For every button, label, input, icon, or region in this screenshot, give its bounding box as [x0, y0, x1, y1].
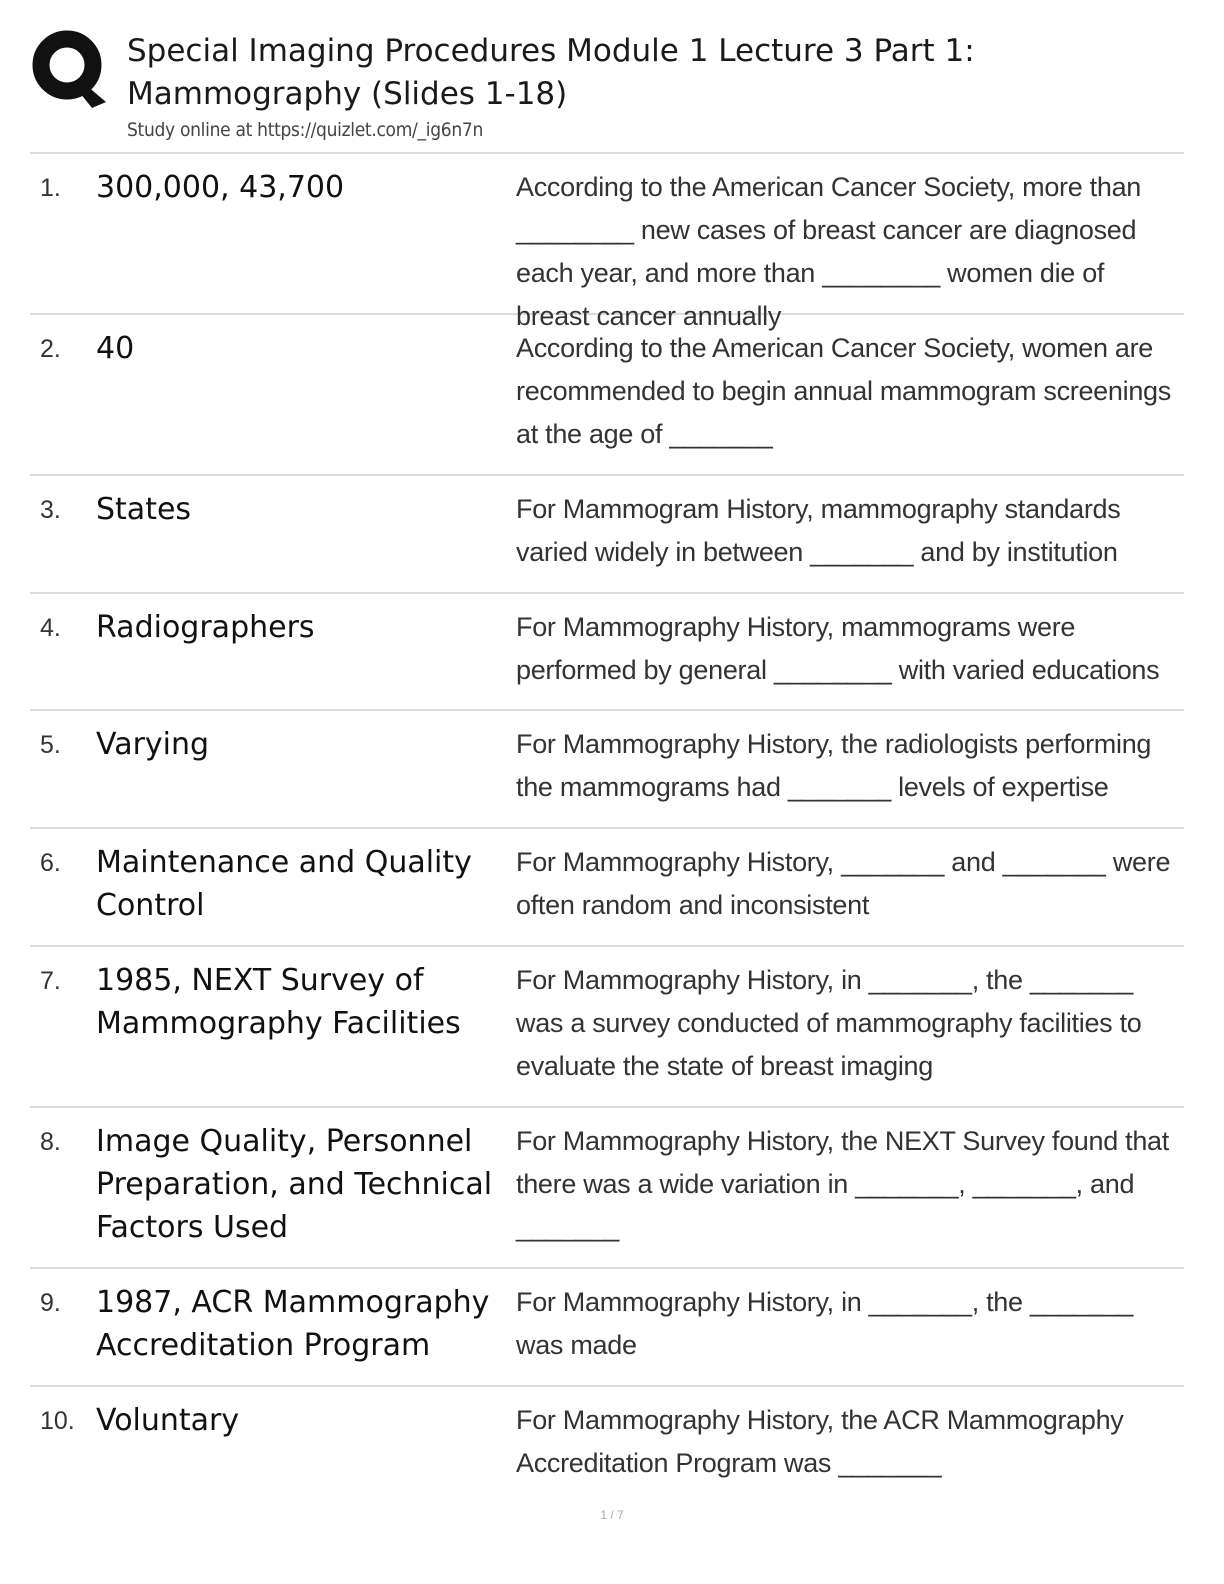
term: 1985, NEXT Survey of Mammography Facilities [96, 963, 461, 1041]
definition: For Mammography History, _______ and _______ were often random and inconsistent [516, 847, 1171, 920]
item-number: 7. [40, 967, 61, 995]
definition: For Mammography History, mammograms were performed by general ________ with varied educations [516, 612, 1160, 685]
term: Varying [96, 727, 210, 762]
definition: According to the American Cancer Society, more than ________ new cases of breast cancer are diagnosed each year, and more than ________ women die of breast cancer annually [516, 172, 1142, 331]
item-number: 3. [40, 496, 61, 524]
term: 300,000, 43,700 [96, 170, 345, 205]
flashcard-row [30, 474, 1184, 592]
flashcard-row [30, 152, 1184, 331]
definition: For Mammography History, the ACR Mammography Accreditation Program was _______ [516, 1405, 1124, 1478]
definition: For Mammography History, in _______, the _______ was a survey conducted of mammography facilities to evaluate the state of breast imaging [516, 965, 1142, 1081]
item-number: 6. [40, 849, 61, 877]
definition: For Mammography History, in _______, the _______ was made [516, 1287, 1133, 1360]
term: Radiographers [96, 610, 315, 645]
term: Image Quality, Personnel Preparation, and Technical Factors Used [96, 1124, 493, 1245]
page-number: 1 / 7 [600, 1508, 624, 1522]
definition: For Mammography History, the NEXT Survey found that there was a wide variation in _______, _______, and _______ [516, 1126, 1169, 1242]
flashcard-row [30, 592, 1184, 709]
flashcard-row [30, 709, 1184, 827]
flashcard-row [30, 1106, 1184, 1267]
term: Maintenance and Quality Control [96, 845, 472, 923]
flashcard-row [30, 1385, 1184, 1503]
term: 1987, ACR Mammography Accreditation Program [96, 1285, 490, 1363]
quizlet-logo-icon [30, 28, 108, 108]
study-online-link[interactable]: Study online at https://quizlet.com/_ig6n7n [127, 119, 483, 141]
term: 40 [96, 331, 135, 366]
flashcard-row [30, 827, 1184, 945]
definition: For Mammogram History, mammography standards varied widely in between _______ and by institution [516, 494, 1121, 567]
item-number: 10. [40, 1407, 75, 1435]
term: States [96, 492, 192, 527]
flashcard-row [30, 945, 1184, 1106]
item-number: 1. [40, 174, 61, 202]
item-number: 4. [40, 614, 61, 642]
flashcard-list [30, 152, 1184, 1503]
flashcard-row [30, 1267, 1184, 1385]
item-number: 5. [40, 731, 61, 759]
item-number: 9. [40, 1289, 61, 1317]
page-title: Special Imaging Procedures Module 1 Lecture 3 Part 1: Mammography (Slides 1-18) [127, 33, 975, 112]
flashcard-row [30, 313, 1184, 474]
definition: According to the American Cancer Society, women are recommended to begin annual mammogram screenings at the age of _______ [516, 333, 1171, 449]
term: Voluntary [96, 1403, 240, 1438]
item-number: 8. [40, 1128, 61, 1156]
definition: For Mammography History, the radiologists performing the mammograms had _______ levels of expertise [516, 729, 1152, 802]
item-number: 2. [40, 335, 61, 363]
